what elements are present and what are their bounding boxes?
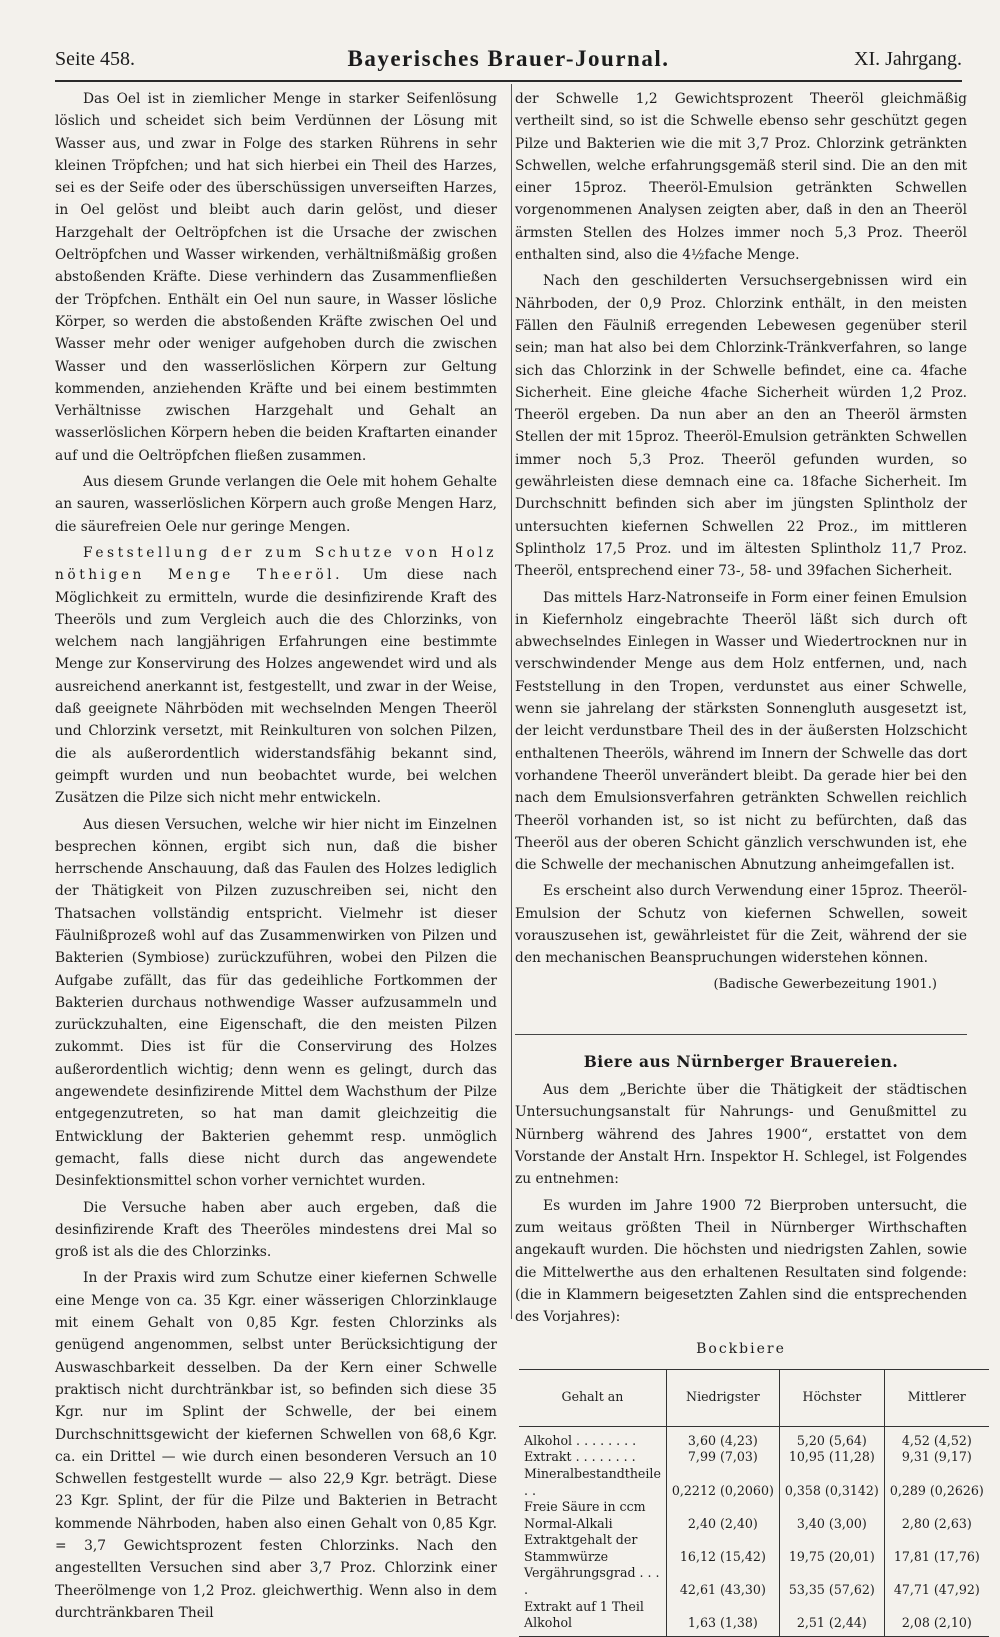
table-row (519, 1449, 989, 1466)
row-label: Freie Säure in ccm Normal-Alkali (524, 1499, 646, 1531)
row-label: Extrakt . . . . . . . . (524, 1449, 636, 1465)
table-row (519, 1599, 989, 1637)
table-row (519, 1466, 989, 1499)
paragraph: Das Oel ist in ziemlicher Menge in starker Seifenlösung löslich und scheidet sich beim Verdünnen der Lösung mit Wasser aus, und zwar in Folge des starken Rührens in sehr kleinen Tröpfchen; und hat sich hierbei ein Theil des Harzes, sei es der Seife oder des überschüssigen unverseiften Harzes, in Oel gelöst und bleibt auch darin gelöst, und dieser Harzgehalt der Oeltröpfchen ist die Ursache der zwischen Oeltröpfchen und Wasser wirkenden, verhältnißmäßig großen abstoßenden Kräfte. Diese verhindern das Zusammenfließen der Tröpfchen. Enthält ein Oel nun saure, in Wasser lösliche Körper, so werden die abstoßenden Kräfte zwischen Oel und Wasser mehr oder weniger aufgehoben durch die zwischen Wasser und den wasserlöslichen Körpern zur Geltung kommenden, anziehenden Kräfte und bei einem bestimmten Verhältnisse zwischen Harzgehalt und Gehalt an wasserlöslichen Körpern heben die beiden Kraftarten einander auf und die Oeltröpfchen fließen zusammen. (55, 91, 497, 464)
cell-max: 3,40 (3,00) (779, 1499, 884, 1532)
cell-min: 3,60 (4,23) (666, 1426, 779, 1449)
table-row (519, 1426, 989, 1449)
table-row (519, 1499, 989, 1532)
table-title: Bockbiere (696, 1341, 786, 1358)
cell-mean: 9,31 (9,17) (884, 1449, 988, 1466)
section-divider (515, 1034, 967, 1035)
cell-max: 10,95 (11,28) (779, 1449, 884, 1466)
row-label: Extraktgehalt der Stammwürze (524, 1532, 638, 1564)
paragraph: In der Praxis wird zum Schutze einer kiefernen Schwelle eine Menge von ca. 35 Kgr. einer wässerigen Chlorzinklauge mit einem Gehalt von 0,85 Kgr. festen Chlorzinks als genügend angenommen, selbst unter Berücksichtigung der Auswaschbarkeit desselben. Da der Kern einer Schwelle praktisch nicht durchtränkbar ist, so befinden sich diese 35 Kgr. nur im Splint der Schwelle, der bei einem Durchschnittsgewicht der kiefernen Schwellen von 68,6 Kgr. ca. ein Drittel — wie durch einen besonderen Versuch an 10 Schwellen festgestellt wurde — also 22,9 Kgr. beträgt. Diese 23 Kgr. Splint, der für die Pilze und Bakterien in Betracht kommende Nährboden, haben also einen Gehalt von 0,85 Kgr. = 3,7 Gewichtsprozent festen Chlorzinks. Nach den angestellten Versuchen sind aber 3,7 Proz. Chlorzink einer Theerölmenge von 1,2 Proz. gleichwerthig. Wenn also in dem durchtränkbaren Theil (55, 1270, 497, 1621)
cell-min: 16,12 (15,42) (666, 1532, 779, 1565)
cell-mean: 0,289 (0,2626) (884, 1466, 988, 1499)
paragraph: der Schwelle 1,2 Gewichtsprozent Theeröl gleichmäßig vertheilt sind, so ist die Schwelle ebenso sehr geschützt gegen Pilze und Bakterien wie die mit 3,7 Proz. Chlorzink getränkten Schwellen, welche erfahrungsgemäß steril sind. Die an den mit einer 15proz. Theeröl-Emulsion getränkten Schwellen vorgenommenen Analysen zeigten aber, daß in den an Theeröl ärmsten Stellen des Holzes immer noch 5,3 Proz. Theeröl enthalten sind, also die 4½fache Menge. (515, 91, 967, 264)
column-header: Niedrigster (666, 1369, 779, 1426)
paragraph: Es wurden im Jahre 1900 72 Bierproben untersucht, die zum weitaus größten Theil in Nürnberger Wirthschaften angekauft wurden. Die höchsten und niedrigsten Zahlen, sowie die Mittelwerthe aus den erhaltenen Resultaten sind folgende: (die in Klammern beigesetzten Zahlen sind die entsprechenden des Vorjahres): (515, 1197, 967, 1326)
right-column (515, 88, 984, 1637)
cell-max: 2,51 (2,44) (779, 1599, 884, 1637)
paragraph: Es erscheint also durch Verwendung einer 15proz. Theeröl-Emulsion der Schutz von kiefernen Schwellen, soweit vorauszusehen ist, gewährleistet für die Zeit, während der sie den mechanischen Beanspruchungen widerstehen können. (515, 883, 967, 967)
cell-min: 7,99 (7,03) (666, 1449, 779, 1466)
cell-mean: 4,52 (4,52) (884, 1426, 988, 1449)
row-label: Alkohol . . . . . . . . (524, 1432, 637, 1448)
paragraph: Aus diesem Grunde verlangen die Oele mit hohem Gehalte an sauren, wasserlöslichen Körpern auch große Mengen Harz, die säurefreien Oele nur geringe Mengen. (55, 474, 497, 535)
volume-year: XI. Jahrgang. (854, 48, 962, 70)
row-label: Mineralbestandtheile . . (524, 1465, 661, 1498)
cell-max: 53,35 (57,62) (779, 1565, 884, 1598)
source-citation: (Badische Gewerbezeitung 1901.) (713, 976, 937, 992)
cell-max: 19,75 (20,01) (779, 1532, 884, 1565)
cell-mean: 2,80 (2,63) (884, 1499, 988, 1532)
subheading: Feststellung der zum Schutze von Holz nöthigen Menge Theeröl. (55, 544, 497, 584)
journal-title: Bayerisches Brauer-Journal. (347, 46, 670, 71)
table-row (519, 1565, 989, 1598)
column-divider (511, 84, 512, 1319)
row-label: Extrakt auf 1 Theil Alkohol (519, 1599, 666, 1637)
table-header-row (519, 1369, 989, 1426)
page-header (55, 44, 962, 82)
paragraph: Das mittels Harz-Natronseife in Form einer feinen Emulsion in Kiefernholz eingebrachte Theeröl läßt sich durch oft abwechselndes Einlegen in Wasser und Wiedertrocknen nur in verschwindender Menge aus dem Holz entfernen, und, nach Feststellung in den Tropen, verdunstet aus einer Schwelle, wenn sie jahrelang der stärksten Sonnengluth ausgesetzt ist, der leicht verdunstbare Theil des in der äußersten Holzschicht enthaltenen Theeröls, während im Innern der Schwelle das dort vorhandene Theeröl unverändert bleibt. Da gerade hier bei den nach dem Emulsionsverfahren getränkten Schwellen reichlich Theeröl vorhanden ist, so ist nicht zu befürchten, daß das Theeröl aus der oberen Schicht gänzlich verschwunden ist, ehe die Schwelle der mechanischen Abnutzung anheimgefallen ist. (515, 589, 967, 874)
cell-mean: 17,81 (17,76) (884, 1532, 988, 1565)
cell-mean: 2,08 (2,10) (884, 1599, 988, 1637)
cell-mean: 47,71 (47,92) (884, 1565, 988, 1598)
row-label: Vergährungsgrad . . . . (524, 1565, 660, 1598)
cell-min: 42,61 (43,30) (666, 1565, 779, 1598)
section-title: Biere aus Nürnberger Brauereien. (583, 1051, 899, 1071)
paragraph-text: Um diese nach Möglichkeit zu ermitteln, wurde die desinfizirende Kraft des Theeröls und zum Vergleich auch die des Chlorzinks, von welchem nach langjährigen Erfahrungen eine bestimmte Menge zur Konservirung des Holzes angewendet wird und als ausreichend anerkannt ist, festgestellt, und zwar in der Weise, daß geeignete Nährböden mit wechselnden Mengen Theeröl und Chlorzink versetzt, mit Reinkulturen von solchen Pilzen, die als außerordentlich widerstandsfähig bekannt sind, geimpft wurden und nun beobachtet wurde, bei welchen Zusätzen die Pilze sich nicht mehr entwickeln. (55, 567, 497, 807)
table-row (519, 1532, 989, 1565)
paragraph: Nach den geschilderten Versuchsergebnissen wird ein Nährboden, der 0,9 Proz. Chlorzink enthält, in den meisten Fällen den Fäulniß erregenden Lebewesen gegenüber steril sein; man hat also bei dem Chlorzink-Tränkverfahren, so lange sich das Chlorzink in der Schwelle befindet, eine ca. 4fache Sicherheit. Eine gleiche 4fache Sicherheit würden 1,2 Proz. Theeröl ergeben. Da nun aber an den an Theeröl ärmsten Stellen der mit 15proz. Theeröl-Emulsion getränkten Schwellen immer noch 5,3 Proz. Theeröl gefunden wurden, so gewährleisten diese demnach eine ca. 18fache Sicherheit. Im Durchschnitt befinden sich aber im jüngsten Splintholz der untersuchten kiefernen Schwellen 22 Proz., im mittleren Splintholz 17,5 Proz. und im ältesten Splintholz 11,7 Proz. Theeröl, entsprechend einer 73-, 58- und 39fachen Sicherheit. (515, 273, 967, 580)
beer-analysis-table (519, 1369, 989, 1637)
cell-min: 1,63 (1,38) (666, 1599, 779, 1637)
paragraph: Die Versuche haben aber auch ergeben, daß die desinfizirende Kraft des Theeröles mindestens drei Mal so groß ist als die des Chlorzinks. (55, 1199, 497, 1261)
paragraph: Aus dem „Berichte über die Thätigkeit der städtischen Untersuchungsanstalt für Nahrungs- und Genußmittel zu Nürnberg während des Jahres 1900“, erstattet von dem Vorstande der Anstalt Hrn. Inspektor H. Schlegel, ist Folgendes zu entnehmen: (515, 1082, 967, 1188)
cell-max: 0,358 (0,3142) (779, 1466, 884, 1499)
paragraph: Aus diesen Versuchen, welche wir hier nicht im Einzelnen besprechen können, ergibt sich nun, daß die bisher herrschende Anschauung, daß das Faulen des Holzes lediglich der Thätigkeit von Pilzen zuzuschreiben sei, nicht den Thatsachen vollständig entspricht. Vielmehr ist dieser Fäulnißprozeß wohl auf das Zusammenwirken von Pilzen und Bakterien (Symbiose) zurückzuführen, wobei den Pilzen die Aufgabe zufällt, das für das gedeihliche Fortkommen der Bakterien durchaus nothwendige Wasser aufzusammeln und zurückzuhalten, eine Eigenschaft, die den meisten Pilzen zukommt. Dies ist für die Conservirung des Holzes außerordentlich wichtig; denn wenn es gelingt, durch das angewendete desinfizirende Mittel dem Wachsthum der Pilze entgegenzutreten, so hat man damit gleichzeitig die Entwicklung der Bakterien gehemmt resp. unmöglich gemacht, falls diese nicht durch das angewendete Desinfektionsmittel schon vorher vernichtet wurden. (55, 816, 497, 1190)
column-header: Höchster (779, 1369, 884, 1426)
column-header: Gehalt an (519, 1369, 666, 1426)
paragraph (55, 542, 497, 810)
cell-max: 5,20 (5,64) (779, 1426, 884, 1449)
left-column (55, 88, 497, 1628)
cell-min: 2,40 (2,40) (666, 1499, 779, 1532)
cell-min: 0,2212 (0,2060) (666, 1466, 779, 1499)
page-number: Seite 458. (55, 48, 135, 70)
column-header: Mittlerer (884, 1369, 988, 1426)
